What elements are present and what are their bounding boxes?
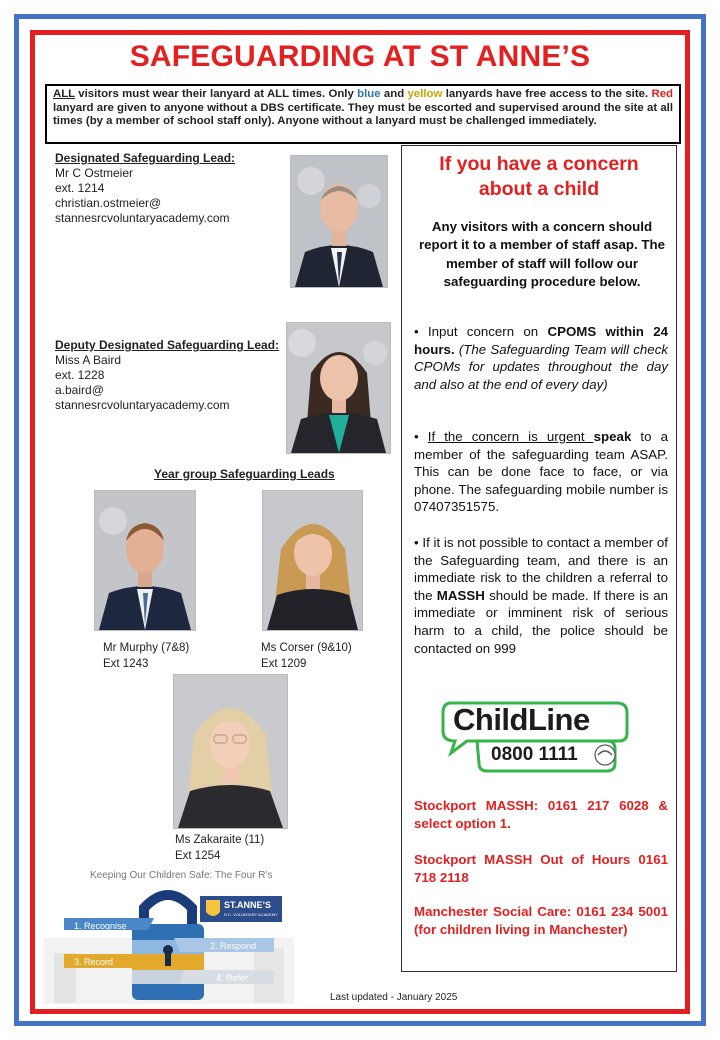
step-record: 3. Record — [74, 957, 114, 967]
step-respond: 2. Respond — [210, 941, 257, 951]
b2-text-c: to a member of the safeguarding team ASAP. This can be done face to face, or via phone. The safeguarding mobile number is 07407351575. — [414, 429, 668, 515]
b3-text-a: If it is not possible to contact a member of the Safeguarding team, and there is an immediate risk to the children a referral to the — [414, 535, 668, 603]
childline-name: ChildLine — [453, 702, 590, 737]
ddsl-email-line2: stannesrcvoluntaryacademy.com — [55, 398, 230, 412]
dsl-details — [55, 151, 235, 226]
corser-photo — [262, 490, 363, 631]
procedure-bullet-3 — [414, 534, 668, 657]
zakaraite-name: Ms Zakaraite (11) — [175, 834, 265, 846]
notice-text-4: lanyard are given to anyone without a DBS certificate. They must be escorted and supervised around the site at all times (by a member of school staff only). Anyone without a lanyard must be challenged immediately. — [53, 101, 673, 128]
school-logo-text: ST.ANNE’S — [224, 900, 272, 910]
bullet-dot-icon: • — [414, 429, 428, 444]
dsl-role: Designated Safeguarding Lead: — [55, 151, 236, 165]
b2-text-b: speak — [593, 429, 632, 444]
b1-text-c: (The Safeguarding Team will check CPOMs for updates throughout the day and also at the end of every day) — [414, 341, 668, 392]
notice-text-1: visitors must wear their lanyard at ALL times. Only — [74, 88, 358, 100]
lanyard-notice — [45, 84, 681, 144]
murphy-photo — [94, 490, 196, 631]
murphy-ext: Ext 1243 — [103, 658, 149, 670]
contact-stockport-out-of-hours: Stockport MASSH Out of Hours 0161 718 2118 — [414, 852, 668, 885]
notice-all: ALL — [53, 88, 75, 100]
notice-text-2: and — [380, 88, 408, 100]
dsl-name: Mr C Ostmeier — [55, 166, 133, 180]
notice-red: Red — [651, 88, 673, 100]
page-title: SAFEGUARDING AT ST ANNE’S — [129, 40, 591, 73]
corser-ext: Ext 1209 — [261, 658, 307, 670]
contact-stockport-massh: Stockport MASSH: 0161 217 6028 & select option 1. — [414, 798, 668, 831]
year-group-heading: Year group Safeguarding Leads — [154, 467, 335, 481]
zakaraite-ext: Ext 1254 — [175, 850, 221, 862]
corser-name: Ms Corser (9&10) — [261, 642, 352, 654]
concern-title — [401, 152, 677, 202]
step-recognise: 1. Recognise — [74, 921, 127, 931]
step-refer: 4. Refer — [216, 973, 249, 983]
ddsl-role: Deputy Designated Safeguarding Lead: — [55, 338, 280, 352]
concern-intro: Any visitors with a concern should report it to a member of staff asap. The member of staff will follow our safeguarding procedure below. — [418, 219, 666, 290]
concern-title-line2: about a child — [478, 178, 600, 200]
notice-blue: blue — [357, 88, 381, 100]
b3-text-c: should be made. If there is an immediate or imminent risk of serious harm to a child, the police should be contacted on 999 — [414, 587, 668, 656]
concern-title-line1: If you have a concern — [439, 153, 639, 175]
procedure-bullet-2 — [414, 428, 668, 516]
b1-text-a: Input concern on — [427, 324, 548, 339]
notice-text-3: lanyards have free access to the site. — [442, 88, 652, 100]
procedure-bullet-1 — [414, 323, 668, 393]
notice-yellow: yellow — [407, 88, 443, 100]
zakaraite-caption — [175, 832, 264, 864]
contact-manchester-social-care: Manchester Social Care: 0161 234 5001 (for children living in Manchester) — [414, 904, 668, 937]
b1-text-b: CPOMS within 24 hours. — [414, 324, 669, 357]
zakaraite-photo — [173, 674, 288, 829]
murphy-name: Mr Murphy (7&8) — [103, 642, 190, 654]
four-rs-graphic — [44, 868, 294, 1004]
school-logo-sub: R.C. VOLUNTARY ACADEMY — [224, 912, 278, 917]
last-updated: Last updated - January 2025 — [330, 992, 458, 1003]
dsl-ext: ext. 1214 — [55, 181, 105, 195]
dsl-email-line2: stannesrcvoluntaryacademy.com — [55, 211, 230, 225]
ddsl-details — [55, 338, 279, 413]
bullet-dot-icon: • — [414, 324, 428, 339]
ddsl-email-line1: a.baird@ — [55, 383, 104, 397]
bullet-dot-icon: • — [414, 535, 423, 550]
padlock-icon — [44, 868, 294, 1004]
dsl-email-line1: christian.ostmeier@ — [55, 196, 162, 210]
b3-text-b: MASSH — [436, 587, 485, 603]
b2-text-a: If the concern is urgent — [427, 429, 594, 444]
ddsl-ext: ext. 1228 — [55, 368, 105, 382]
murphy-caption — [103, 640, 189, 672]
corser-caption — [261, 640, 352, 672]
childline-number: 0800 1111 — [491, 744, 578, 765]
four-rs-caption: Keeping Our Children Safe: The Four R’s — [90, 870, 273, 881]
childline-logo — [437, 697, 633, 777]
ddsl-photo — [286, 322, 391, 454]
dsl-photo — [290, 155, 388, 288]
ddsl-name: Miss A Baird — [55, 353, 122, 367]
